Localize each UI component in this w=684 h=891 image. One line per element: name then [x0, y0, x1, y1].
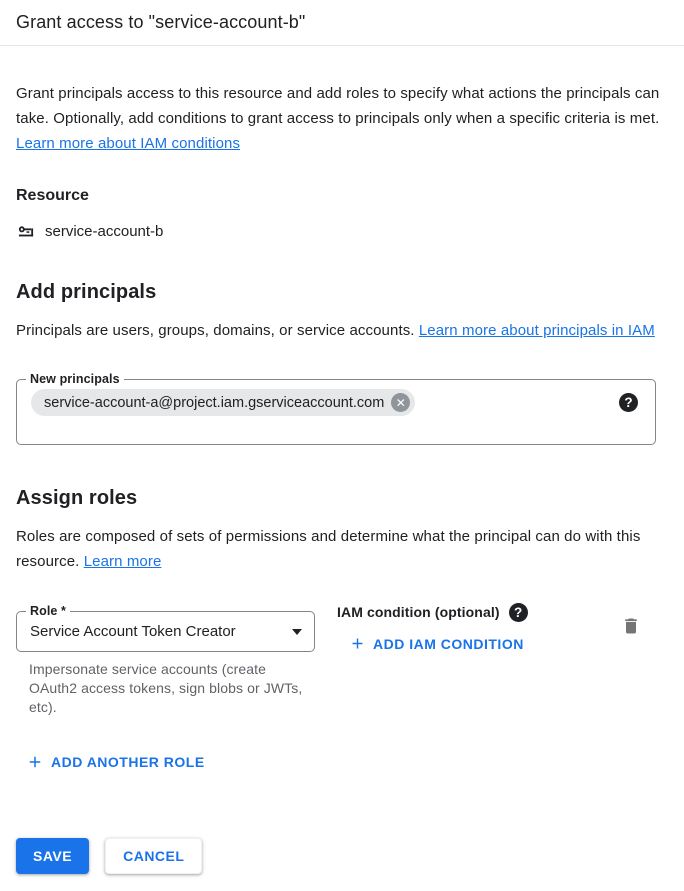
plus-icon — [26, 753, 44, 771]
principals-description — [16, 318, 668, 343]
resource-heading: Resource — [16, 187, 89, 204]
plus-icon — [349, 635, 366, 652]
role-select[interactable] — [16, 604, 315, 652]
new-principals-field[interactable] — [16, 372, 656, 445]
save-button[interactable]: SAVE — [16, 838, 89, 874]
dialog-header — [0, 0, 684, 45]
principals-learn-more-link[interactable]: Learn more about principals in IAM — [418, 322, 655, 339]
delete-role-button[interactable] — [620, 615, 642, 637]
intro-text: Grant principals access to this resource and add roles to specify what actions the principals can take. Optionally, add conditions to grant access to principals only when a specific criteria is met. — [16, 85, 660, 127]
roles-learn-more-link[interactable]: Learn more — [83, 553, 162, 570]
resource-row — [16, 221, 668, 241]
condition-column — [337, 602, 528, 657]
add-another-role-label: ADD ANOTHER ROLE — [51, 754, 205, 770]
add-iam-condition-button[interactable] — [349, 635, 524, 652]
condition-label: IAM condition (optional) — [337, 604, 500, 620]
role-selected-value: Service Account Token Creator — [30, 623, 236, 640]
condition-label-row — [337, 603, 528, 622]
assign-roles-heading: Assign roles — [16, 487, 138, 509]
principal-chip — [31, 389, 415, 416]
principals-help-icon[interactable]: ? — [619, 393, 638, 412]
roles-description — [16, 524, 668, 574]
add-another-role-button[interactable] — [26, 753, 205, 771]
principals-description-text: Principals are users, groups, domains, or service accounts. — [16, 322, 419, 339]
dialog-title: Grant access to "service-account-b" — [16, 12, 306, 32]
header-divider — [0, 45, 684, 46]
resource-name: service-account-b — [45, 222, 164, 240]
cancel-button[interactable]: CANCEL — [105, 838, 202, 874]
new-principals-field-label: New principals — [26, 371, 124, 387]
role-column — [16, 602, 315, 717]
service-account-icon — [16, 221, 36, 241]
add-principals-heading: Add principals — [16, 281, 157, 303]
role-helper-text: Impersonate service accounts (create OAuth2 access tokens, sign blobs or JWTs, etc). — [29, 661, 303, 715]
add-iam-condition-label: ADD IAM CONDITION — [373, 635, 524, 652]
principal-chip-value: service-account-a@project.iam.gserviceaccount.com — [44, 394, 385, 411]
condition-help-icon[interactable]: ? — [509, 603, 528, 622]
role-row — [16, 602, 668, 717]
iam-conditions-link[interactable]: Learn more about IAM conditions — [16, 135, 241, 152]
roles-description-text: Roles are composed of sets of permissions and determine what the principal can do with this resource. — [16, 528, 641, 570]
role-select-label: Role * — [26, 603, 70, 619]
dialog-body — [0, 81, 684, 874]
intro-paragraph — [16, 81, 668, 156]
trash-icon — [621, 616, 641, 636]
chevron-down-icon — [292, 629, 302, 635]
dialog-actions — [16, 838, 668, 874]
chip-remove-icon[interactable]: ✕ — [391, 393, 410, 412]
